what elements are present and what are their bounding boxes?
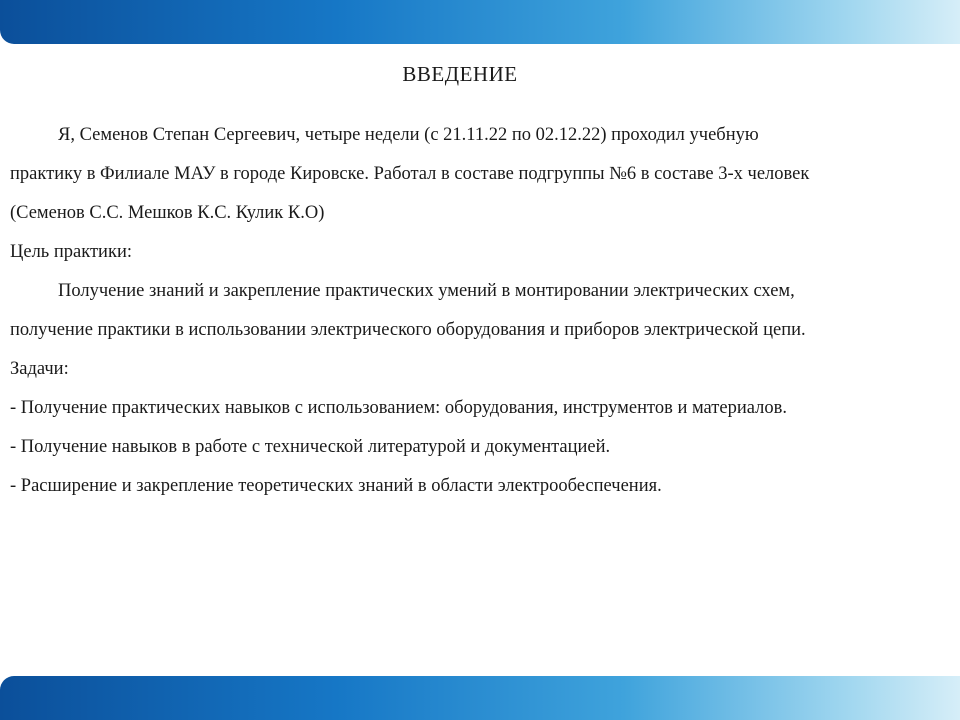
intro-line-3: (Семенов С.С. Мешков К.С. Кулик К.О): [10, 203, 325, 223]
bottom-decorative-band: [0, 676, 960, 720]
goal-line-1: Получение знаний и закрепление практических умений в монтировании электрических схем,: [58, 281, 795, 301]
slide-title: ВВЕДЕНИЕ: [402, 62, 518, 86]
task-item: - Расширение и закрепление теоретических знаний в области электрообеспечения.: [10, 476, 662, 496]
task-item: - Получение навыков в работе с технической литературой и документацией.: [10, 437, 611, 457]
intro-line-2: практику в Филиале МАУ в городе Кировске. Работал в составе подгруппы №6 в составе 3-х человек: [10, 164, 810, 184]
tasks-heading: Задачи:: [10, 359, 69, 379]
top-decorative-band: [0, 0, 960, 44]
goal-line-2: получение практики в использовании электрического оборудования и приборов электрической цепи.: [10, 320, 806, 340]
intro-line-1: Я, Семенов Степан Сергеевич, четыре недели (с 21.11.22 по 02.12.22) проходил учебную: [58, 125, 759, 145]
slide-body: [10, 116, 955, 506]
task-item: - Получение практических навыков с использованием: оборудования, инструментов и материалов.: [10, 398, 787, 418]
goal-heading: Цель практики:: [10, 242, 132, 262]
